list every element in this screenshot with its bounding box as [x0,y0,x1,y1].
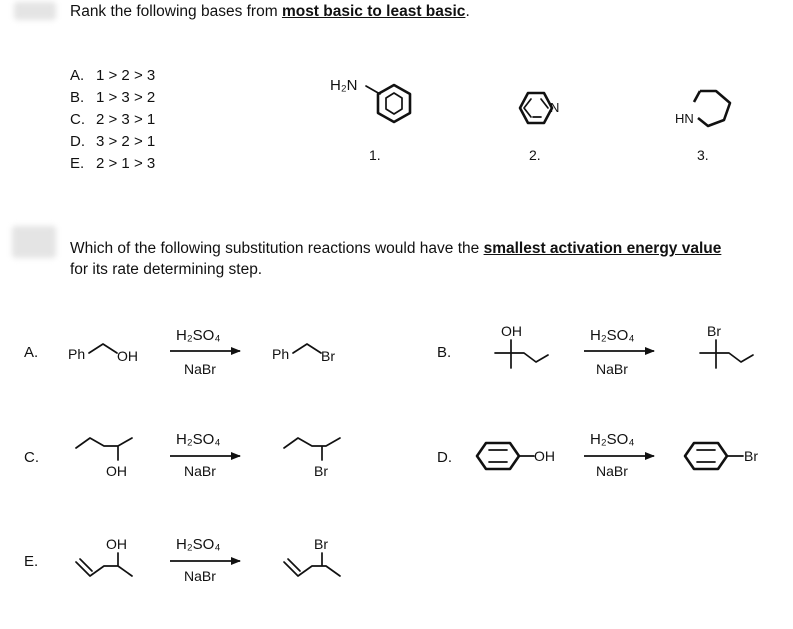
svg-text:N: N [550,100,560,115]
svg-text:H₂N: H₂N [330,77,358,94]
svg-text:NaBr: NaBr [184,361,216,377]
svg-text:Br: Br [314,536,328,552]
reaction-e[interactable] [24,536,340,584]
svg-text:OH: OH [501,323,522,339]
svg-text:H₂SO₄: H₂SO₄ [176,327,221,344]
svg-text:H₂SO₄: H₂SO₄ [590,431,635,448]
reaction-a[interactable] [24,327,335,377]
q1-option-c[interactable]: C. 2 > 3 > 1 [70,111,156,128]
svg-text:OH: OH [106,463,127,479]
svg-text:H₂SO₄: H₂SO₄ [176,431,221,448]
emphasis-most-basic: most basic to least basic [281,3,466,20]
svg-text:Ph: Ph [272,346,290,362]
svg-text:NaBr: NaBr [184,463,216,479]
svg-text:2.: 2. [529,147,541,163]
svg-text:Br: Br [321,348,335,364]
structure-1-aniline [330,77,410,163]
reaction-d[interactable] [437,431,758,479]
svg-text:NaBr: NaBr [596,463,628,479]
reaction-c[interactable] [24,431,340,479]
structure-2-pyridine [520,93,559,163]
svg-text:HN: HN [675,111,694,126]
svg-text:D.: D. [437,449,452,466]
q1-option-b[interactable]: B. 1 > 3 > 2 [70,89,156,106]
svg-text:A.: A. [24,344,39,361]
svg-text:3.: 3. [697,147,709,163]
svg-text:OH: OH [106,536,127,552]
svg-text:Br: Br [744,448,758,464]
svg-text:B.: B. [437,344,452,361]
svg-text:Br: Br [314,463,328,479]
question-2-prompt: Which of the following substitution reactions would have the smallest activation energy value for its rate determining step. [70,240,722,278]
svg-text:NaBr: NaBr [596,361,628,377]
svg-text:Br: Br [707,323,721,339]
svg-text:OH: OH [534,448,555,464]
svg-text:1.: 1. [369,147,381,163]
svg-text:H₂SO₄: H₂SO₄ [590,327,635,344]
q1-option-e[interactable]: E. 2 > 1 > 3 [70,155,156,172]
emphasis-smallest-activation: smallest activation energy value [483,240,722,257]
q1-option-a[interactable]: A. 1 > 2 > 3 [70,67,156,84]
question-1-prompt: Rank the following bases from most basic to least basic. [70,3,470,20]
svg-text:H₂SO₄: H₂SO₄ [176,536,221,553]
svg-text:NaBr: NaBr [184,568,216,584]
q1-option-d[interactable]: D. 3 > 2 > 1 [70,133,156,150]
structure-3-piperidine [675,91,730,163]
svg-text:E.: E. [24,553,39,570]
reaction-b[interactable] [437,323,753,377]
svg-text:Ph: Ph [68,346,86,362]
svg-text:OH: OH [117,348,138,364]
svg-text:C.: C. [24,449,39,466]
